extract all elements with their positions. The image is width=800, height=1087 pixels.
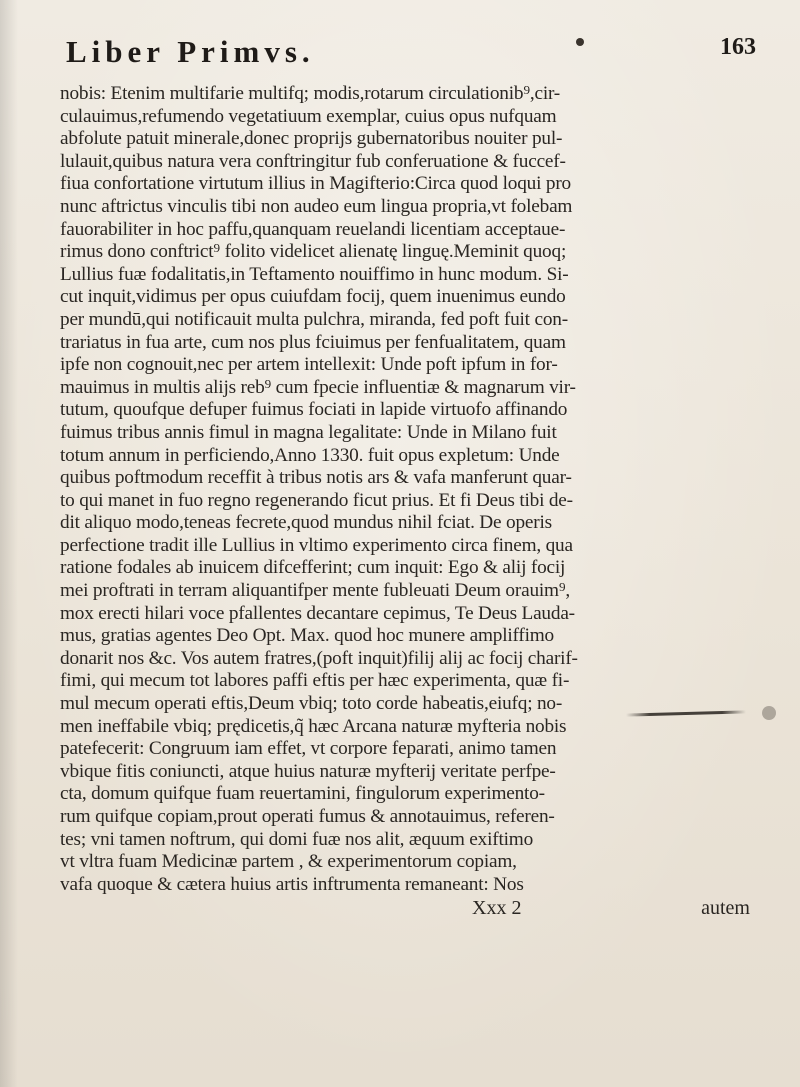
text-line: vafa quoque & cætera huius artis inftrumenta remaneant: Nos — [60, 873, 524, 895]
page-number: 163 — [720, 34, 756, 60]
footer-line — [60, 896, 760, 920]
running-head — [66, 28, 756, 72]
text-line: mul mecum operati eftis,Deum vbiq; toto corde habeatis,eiufq; no- — [60, 693, 563, 715]
text-line: fimi, qui mecum tot labores paffi eftis per hæc experimenta, quæ fi- — [60, 670, 570, 692]
text-line: nunc aftrictus vinculis tibi non audeo eum lingua propria,vt folebam — [60, 195, 573, 217]
text-line: patefecerit: Congruum iam effet, vt corpore feparati, animo tamen — [60, 738, 557, 760]
text-line: fiua confortatione virtutum illius in Magifterio:Circa quod loqui pro — [60, 173, 571, 195]
text-line: totum annum in perficiendo,Anno 1330. fuit opus expletum: Unde — [60, 444, 560, 466]
ink-dot — [576, 38, 584, 46]
running-title: Liber Primvs. — [66, 34, 315, 69]
text-line: tutum, quoufque defuper fuimus fociati in lapide virtuofo affinando — [60, 399, 568, 421]
text-line: donarit nos &c. Vos autem fratres,(poft inquit)filij alij ac focij charif- — [60, 647, 578, 669]
text-line: vt vltra fuam Medicinæ partem , & experimentorum copiam, — [60, 851, 517, 873]
text-line: fauorabiliter in hoc paffu,quanquam reuelandi licentiam acceptaue- — [60, 218, 566, 240]
signature-mark: Xxx 2 — [472, 897, 522, 920]
text-line: cta, domum quifque fuam reuertamini, fingulorum experimento- — [60, 783, 545, 805]
text-line: dit aliquo modo,teneas fecrete,quod mundus nihil fciat. De operis — [60, 512, 552, 534]
text-line: per mundū,qui notificauit multa pulchra, miranda, fed poft fuit con- — [60, 308, 568, 330]
text-line: fuimus tribus annis fimul in magna legalitate: Unde in Milano fuit — [60, 421, 557, 443]
text-line: Lullius fuæ fodalitatis,in Teftamento nouiffimo in hunc modum. Si- — [60, 263, 569, 285]
text-line: abfolute patuit minerale,donec proprijs gubernatoribus nouiter pul- — [60, 128, 563, 150]
gutter-shadow — [0, 0, 18, 1087]
text-line: culauimus,refumendo vegetatiuum exemplar, cuius opus nufquam — [60, 105, 557, 127]
ink-smudge — [762, 706, 776, 720]
body-text — [60, 83, 760, 920]
text-line: quibus poftmodum receffit à tribus notis ars & vafa manferunt quar- — [60, 467, 572, 489]
text-line: nobis: Etenim multifarie multifq; modis,rotarum circulationib⁹,cir- — [60, 83, 561, 104]
text-line: rimus dono conftrict⁹ folito videlicet alienatę linguę.Meminit quoq; — [60, 241, 567, 263]
text-line: rum quifque copiam,prout operati fumus & annotauimus, referen- — [60, 806, 555, 827]
text-line: mei proftrati in terram aliquantifper mente fubleuati Deum orauim⁹, — [60, 580, 570, 602]
text-line: ratione fodales ab inuicem difcefferint; cum inquit: Ego & alij focij — [60, 557, 566, 579]
text-line: mus, gratias agentes Deo Opt. Max. quod hoc munere ampliffimo — [60, 625, 554, 647]
text-line: lulauit,quibus natura vera conftringitur fub conferuatione & fuccef- — [60, 150, 566, 172]
text-line: mauimus in multis alijs reb⁹ cum fpecie influentiæ & magnarum vir- — [60, 376, 576, 398]
text-line: ipfe non cognouit,nec per artem intellexit: Unde poft ipfum in for- — [60, 354, 558, 376]
text-line: trariatus in fua arte, cum nos plus fciuimus per fenfualitatem, quam — [60, 331, 566, 353]
text-line: mox erecti hilari voce pfallentes decantare cepimus, Te Deus Lauda- — [60, 602, 575, 624]
text-line: to qui manet in fuo regno regenerando ficut prius. Et fi Deus tibi de- — [60, 489, 573, 511]
text-line: cut inquit,vidimus per opus cuiufdam focij, quem inuenimus eundo — [60, 286, 566, 308]
text-line: tes; vni tamen noftrum, qui domi fuæ nos alit, æquum exiftimo — [60, 828, 534, 850]
text-line: vbique fitis coniuncti, atque huius naturæ myfterij veritate perfpe- — [60, 760, 556, 782]
text-line: perfectione tradit ille Lullius in vltimo experimento circa finem, qua — [60, 534, 573, 556]
catchword: autem — [701, 897, 750, 920]
text-line: men ineffabile vbiq; prędicetis,q̃ hæc Arcana naturæ myfteria nobis — [60, 715, 567, 737]
